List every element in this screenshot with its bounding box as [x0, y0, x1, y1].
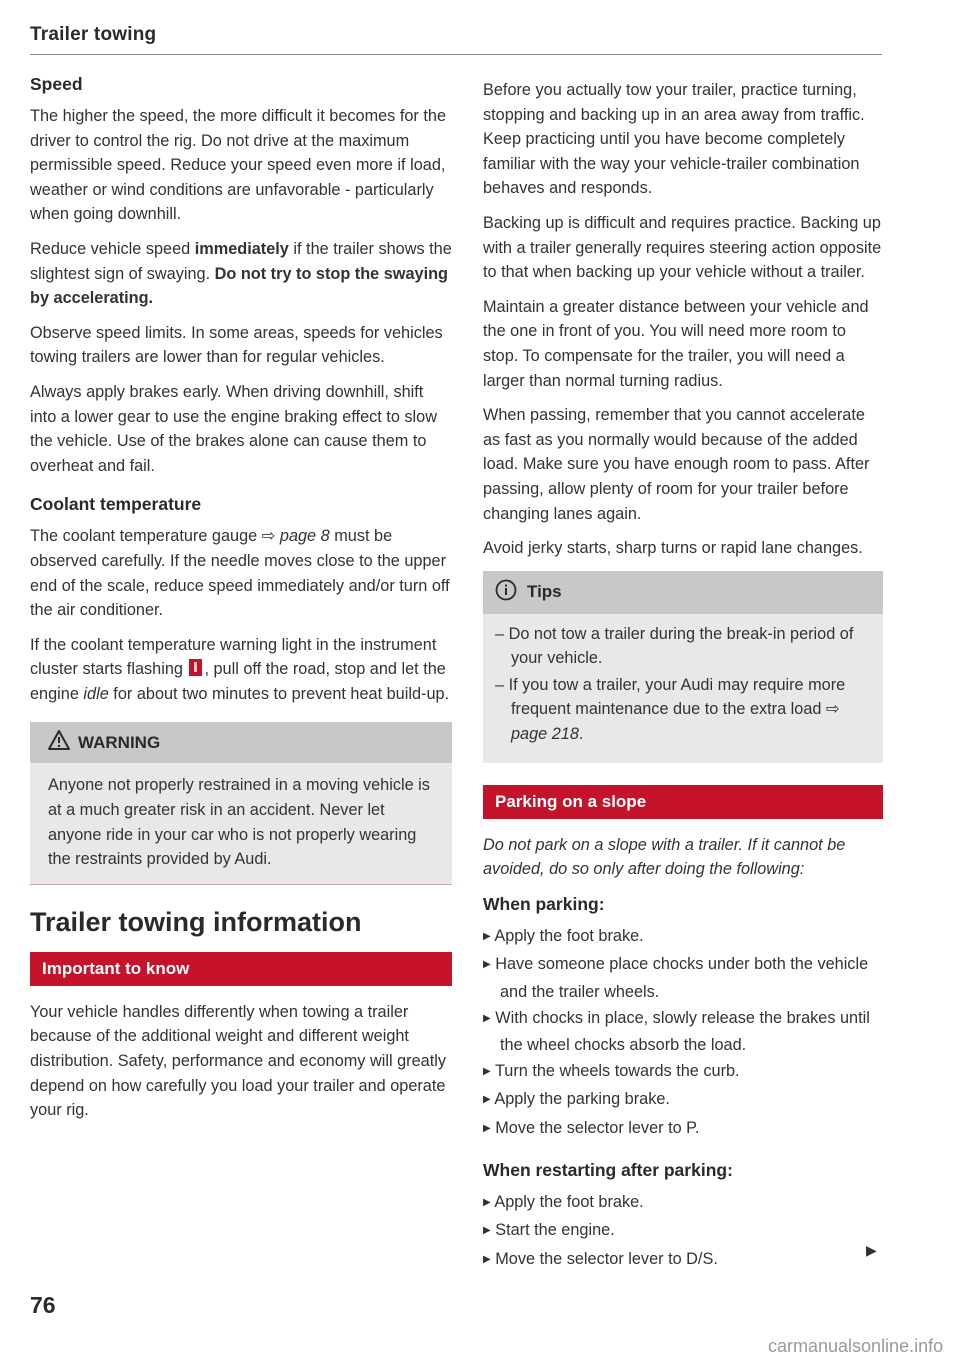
list-item: ▶ Apply the parking brake.: [483, 1090, 670, 1109]
restart-steps-list: [483, 1190, 883, 1275]
right-paragraph-2: Backing up is difficult and requires practice. Backing up with a trailer generally requires steering action opposite to that when backing up your vehicle without a trailer.: [483, 213, 882, 282]
watermark: carmanualsonline.info: [768, 1336, 944, 1356]
coolant-heading: Coolant temperature: [30, 494, 202, 515]
speed-paragraph-4: Always apply brakes early. When driving downhill, shift into a lower gear to use the engine braking effect to slow the vehicle. Use of the brakes alone can cause them to overheat and fail.: [30, 382, 437, 475]
right-paragraph-5: Avoid jerky starts, sharp turns or rapid lane changes.: [483, 539, 863, 558]
coolant-paragraph-1: The coolant temperature gauge ⇨ page 8 must be observed carefully. If the needle moves close to the upper end of the scale, reduce speed immediately and/or turn off the air conditioner.: [30, 527, 450, 620]
list-item: ▶ Apply the foot brake.: [483, 926, 644, 945]
coolant-paragraph-2: If the coolant temperature warning light in the instrument cluster starts flashing , pull off the road, stop and let the engine idle for about two minutes to prevent heat build-up.: [30, 635, 450, 703]
warning-label: WARNING: [78, 732, 161, 752]
list-item: ▶ Have someone place chocks under both the vehicle and the trailer wheels.: [483, 955, 869, 1002]
info-circle-icon: [495, 579, 517, 606]
left-column: [30, 72, 452, 1133]
tip-item: – If you tow a trailer, your Audi may require more frequent maintenance due to the extra load ⇨ page 218.: [495, 675, 846, 744]
list-item: ▶ Turn the wheels towards the curb.: [483, 1061, 740, 1080]
right-column: [483, 72, 883, 1275]
tip-item: – Do not tow a trailer during the break-in period of your vehicle.: [495, 624, 854, 668]
important-paragraph: Your vehicle handles differently when towing a trailer because of the additional weight and different weight distribution. Safety, performance and economy will greatly depend on how carefully you load your trailer and operate your rig.: [30, 1002, 446, 1120]
tips-header: [483, 571, 883, 614]
warning-text: Anyone not properly restrained in a moving vehicle is at a much greater risk in an accident. Never let anyone ride in your car who is not properly wearing the restraints provided by Audi.: [48, 776, 430, 869]
tips-box: [483, 571, 883, 763]
speed-paragraph-3: Observe speed limits. In some areas, speeds for vehicles towing trailers are lower than for regular vehicles.: [30, 323, 443, 367]
parking-intro: Do not park on a slope with a trailer. If it cannot be avoided, do so only after doing the following:: [483, 835, 846, 879]
page-number: 76: [30, 1292, 56, 1318]
tips-body: [483, 614, 883, 763]
page-218-link[interactable]: ⇨ page 218: [511, 700, 840, 744]
right-paragraph-3: Maintain a greater distance between your vehicle and the one in front of you. You will need more room to stop. To compensate for the trailer, you will need a larger than normal turning radius.: [483, 297, 869, 390]
parking-on-slope-bar: Parking on a slope: [483, 785, 883, 819]
right-paragraph-1: Before you actually tow your trailer, practice turning, stopping and backing up in an area away from traffic. Keep practicing until you have become completely familiar with the way your vehicle-trailer combination behaves and responds.: [483, 81, 865, 198]
page-8-link[interactable]: ⇨ page 8: [261, 527, 330, 546]
warning-triangle-icon: [48, 730, 70, 755]
page-header-title: Trailer towing: [30, 24, 157, 45]
speed-paragraph-1: The higher the speed, the more difficult it becomes for the driver to control the rig. Do not drive at the maximum permissible speed. Reduce your speed even more if load, weather or wind conditions are unfavorable - particularly when going downhill.: [30, 107, 447, 224]
coolant-warning-light-icon: [189, 659, 202, 676]
header-divider: [30, 54, 882, 55]
list-item: ▶ Move the selector lever to D/S.: [483, 1249, 718, 1268]
warning-box: [30, 722, 452, 884]
list-item: ▶ Apply the foot brake.: [483, 1192, 644, 1211]
right-paragraph-4: When passing, remember that you cannot accelerate as fast as you normally would because of the added load. Make sure you have enough room to pass. After passing, allow plenty of room for your trailer before changing lanes again.: [483, 406, 870, 523]
section-title: Trailer towing information: [30, 906, 362, 937]
list-item: ▶ With chocks in place, slowly release the brakes until the wheel chocks absorb the load.: [483, 1008, 870, 1055]
parking-steps-list: [483, 924, 883, 1144]
speed-heading: Speed: [30, 74, 83, 94]
when-parking-heading: When parking:: [483, 893, 605, 914]
continue-arrow-icon: ▶: [866, 1242, 877, 1258]
tips-label: Tips: [527, 582, 562, 602]
list-item: ▶ Move the selector lever to P.: [483, 1119, 700, 1137]
list-item: ▶ Start the engine.: [483, 1221, 615, 1240]
restart-heading: When restarting after parking:: [483, 1159, 733, 1180]
warning-header: [30, 722, 452, 763]
important-to-know-bar: Important to know: [30, 952, 452, 986]
speed-paragraph-2: Reduce vehicle speed immediately if the trailer shows the slightest sign of swaying. Do not try to stop the swaying by accelerating.: [30, 239, 452, 308]
